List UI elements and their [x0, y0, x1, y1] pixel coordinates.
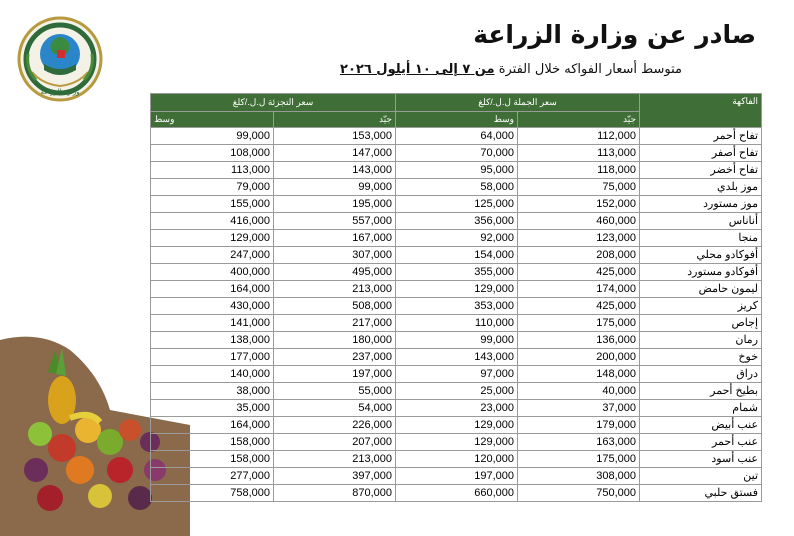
retail-good-price: 207,000 — [274, 434, 396, 451]
wholesale-medium-price: 129,000 — [396, 281, 518, 298]
retail-medium-price: 430,000 — [151, 298, 274, 315]
page-subtitle — [340, 62, 682, 77]
logo-label: وزارة الزراعة — [40, 88, 80, 96]
wholesale-good-price: 112,000 — [518, 128, 640, 145]
retail-good-price: 237,000 — [274, 349, 396, 366]
wholesale-good-price: 40,000 — [518, 383, 640, 400]
wholesale-good-price: 118,000 — [518, 162, 640, 179]
fruit-name: أناناس — [640, 213, 762, 230]
retail-good-price: 54,000 — [274, 400, 396, 417]
retail-medium-price: 38,000 — [151, 383, 274, 400]
wholesale-medium-price: 197,000 — [396, 468, 518, 485]
retail-good-price: 99,000 — [274, 179, 396, 196]
subtitle-text: متوسط أسعار الفواكه خلال الفترة — [498, 62, 682, 77]
table-row — [151, 332, 762, 349]
fruit-name: تفاح أحمر — [640, 128, 762, 145]
fruit-name: خوخ — [640, 349, 762, 366]
retail-good-price: 213,000 — [274, 281, 396, 298]
fruit-price-table — [150, 93, 762, 502]
retail-good-price: 870,000 — [274, 485, 396, 502]
retail-medium-price: 758,000 — [151, 485, 274, 502]
fruit-name: فستق حلبي — [640, 485, 762, 502]
fruit-name: كريز — [640, 298, 762, 315]
retail-medium-price: 155,000 — [151, 196, 274, 213]
table-row — [151, 400, 762, 417]
wholesale-good-price: 113,000 — [518, 145, 640, 162]
retail-good-price: 167,000 — [274, 230, 396, 247]
fruit-name: بطيخ أحمر — [640, 383, 762, 400]
fruit-name: أفوكادو مستورد — [640, 264, 762, 281]
fruit-name: تفاح أخضر — [640, 162, 762, 179]
wholesale-good-price: 37,000 — [518, 400, 640, 417]
wholesale-medium-price: 25,000 — [396, 383, 518, 400]
table-row — [151, 247, 762, 264]
wholesale-good-price: 148,000 — [518, 366, 640, 383]
retail-medium-price: 140,000 — [151, 366, 274, 383]
retail-good-price: 147,000 — [274, 145, 396, 162]
retail-good-price: 397,000 — [274, 468, 396, 485]
wholesale-medium-price: 660,000 — [396, 485, 518, 502]
wholesale-good-price: 308,000 — [518, 468, 640, 485]
wholesale-medium-price: 23,000 — [396, 400, 518, 417]
retail-good-price: 495,000 — [274, 264, 396, 281]
retail-good-price: 557,000 — [274, 213, 396, 230]
wholesale-good-price: 200,000 — [518, 349, 640, 366]
table-row — [151, 196, 762, 213]
table-row — [151, 434, 762, 451]
wholesale-medium-price: 129,000 — [396, 434, 518, 451]
retail-medium-price: 164,000 — [151, 417, 274, 434]
wholesale-good-price: 175,000 — [518, 451, 640, 468]
subtitle-period: من ٧ إلى ١٠ أيلول ٢٠٢٦ — [340, 62, 495, 77]
fruit-name: شمام — [640, 400, 762, 417]
retail-medium-price: 108,000 — [151, 145, 274, 162]
fruit-name: إجاص — [640, 315, 762, 332]
wholesale-medium-header: وسط — [396, 112, 518, 128]
table-row — [151, 162, 762, 179]
fruit-name: عنب أحمر — [640, 434, 762, 451]
retail-medium-price: 164,000 — [151, 281, 274, 298]
wholesale-good-price: 750,000 — [518, 485, 640, 502]
fruit-name: عنب أبيض — [640, 417, 762, 434]
wholesale-medium-price: 99,000 — [396, 332, 518, 349]
table-row — [151, 366, 762, 383]
table-row — [151, 281, 762, 298]
table-row — [151, 230, 762, 247]
wholesale-good-price: 152,000 — [518, 196, 640, 213]
wholesale-medium-price: 353,000 — [396, 298, 518, 315]
table-row — [151, 298, 762, 315]
retail-medium-price: 277,000 — [151, 468, 274, 485]
wholesale-good-price: 179,000 — [518, 417, 640, 434]
table-row — [151, 213, 762, 230]
retail-medium-price: 158,000 — [151, 434, 274, 451]
retail-medium-price: 99,000 — [151, 128, 274, 145]
fruit-name: ليمون حامض — [640, 281, 762, 298]
wholesale-medium-price: 356,000 — [396, 213, 518, 230]
table-row — [151, 128, 762, 145]
wholesale-medium-price: 70,000 — [396, 145, 518, 162]
retail-good-price: 55,000 — [274, 383, 396, 400]
table-row — [151, 145, 762, 162]
retail-good-price: 217,000 — [274, 315, 396, 332]
wholesale-good-price: 425,000 — [518, 264, 640, 281]
page-title: صادر عن وزارة الزراعة — [473, 20, 756, 49]
wholesale-good-price: 163,000 — [518, 434, 640, 451]
wholesale-good-price: 123,000 — [518, 230, 640, 247]
table-row — [151, 349, 762, 366]
wholesale-good-price: 175,000 — [518, 315, 640, 332]
retail-good-price: 197,000 — [274, 366, 396, 383]
retail-good-price: 153,000 — [274, 128, 396, 145]
wholesale-good-price: 460,000 — [518, 213, 640, 230]
fruit-name: دراق — [640, 366, 762, 383]
table-row — [151, 179, 762, 196]
wholesale-medium-price: 355,000 — [396, 264, 518, 281]
wholesale-good-price: 136,000 — [518, 332, 640, 349]
fruit-name: أفوكادو محلي — [640, 247, 762, 264]
retail-good-price: 226,000 — [274, 417, 396, 434]
retail-medium-price: 177,000 — [151, 349, 274, 366]
table-row — [151, 417, 762, 434]
ministry-logo — [14, 14, 106, 104]
retail-medium-price: 138,000 — [151, 332, 274, 349]
fruit-name: عنب أسود — [640, 451, 762, 468]
price-table-body — [151, 128, 762, 502]
retail-good-header: جيّد — [274, 112, 396, 128]
retail-good-price: 213,000 — [274, 451, 396, 468]
wholesale-good-price: 425,000 — [518, 298, 640, 315]
table-row — [151, 485, 762, 502]
retail-good-price: 180,000 — [274, 332, 396, 349]
wholesale-medium-price: 129,000 — [396, 417, 518, 434]
wholesale-medium-price: 154,000 — [396, 247, 518, 264]
fruit-name: تفاح أصفر — [640, 145, 762, 162]
fruit-name: موز بلدي — [640, 179, 762, 196]
wholesale-medium-price: 95,000 — [396, 162, 518, 179]
table-row — [151, 451, 762, 468]
retail-medium-header: وسط — [151, 112, 274, 128]
retail-good-price: 307,000 — [274, 247, 396, 264]
wholesale-medium-price: 110,000 — [396, 315, 518, 332]
retail-good-price: 195,000 — [274, 196, 396, 213]
fruit-column-header: الفاكهة — [640, 94, 762, 128]
wholesale-good-header: جيّد — [518, 112, 640, 128]
table-row — [151, 264, 762, 281]
retail-medium-price: 129,000 — [151, 230, 274, 247]
retail-medium-price: 247,000 — [151, 247, 274, 264]
retail-medium-price: 158,000 — [151, 451, 274, 468]
table-row — [151, 383, 762, 400]
retail-medium-price: 35,000 — [151, 400, 274, 417]
retail-medium-price: 113,000 — [151, 162, 274, 179]
wholesale-medium-price: 125,000 — [396, 196, 518, 213]
wholesale-medium-price: 64,000 — [396, 128, 518, 145]
fruit-name: تين — [640, 468, 762, 485]
fruit-name: موز مستورد — [640, 196, 762, 213]
retail-medium-price: 416,000 — [151, 213, 274, 230]
wholesale-medium-price: 143,000 — [396, 349, 518, 366]
wholesale-good-price: 208,000 — [518, 247, 640, 264]
retail-medium-price: 141,000 — [151, 315, 274, 332]
wholesale-medium-price: 58,000 — [396, 179, 518, 196]
wholesale-price-header: سعر الجملة ل.ل./كلغ — [396, 94, 640, 112]
wholesale-good-price: 174,000 — [518, 281, 640, 298]
retail-price-header: سعر التجزئة ل.ل./كلغ — [151, 94, 396, 112]
retail-good-price: 143,000 — [274, 162, 396, 179]
table-row — [151, 468, 762, 485]
wholesale-medium-price: 92,000 — [396, 230, 518, 247]
retail-medium-price: 79,000 — [151, 179, 274, 196]
retail-good-price: 508,000 — [274, 298, 396, 315]
table-row — [151, 315, 762, 332]
retail-medium-price: 400,000 — [151, 264, 274, 281]
wholesale-medium-price: 97,000 — [396, 366, 518, 383]
fruit-name: منجا — [640, 230, 762, 247]
fruit-name: رمان — [640, 332, 762, 349]
wholesale-good-price: 75,000 — [518, 179, 640, 196]
wholesale-medium-price: 120,000 — [396, 451, 518, 468]
